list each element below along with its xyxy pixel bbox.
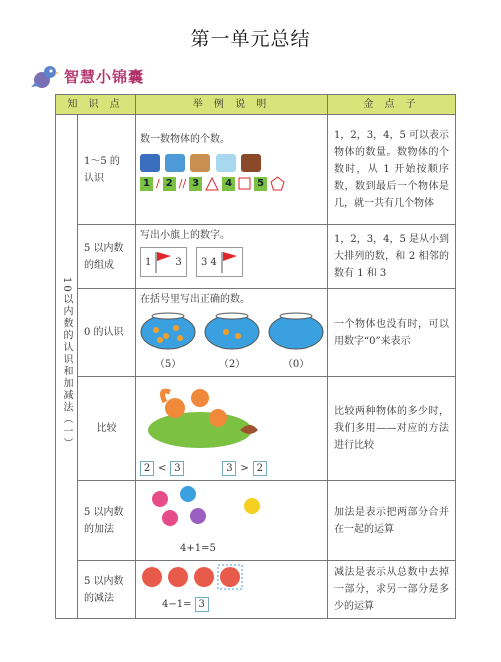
compare-sign: > (240, 463, 249, 474)
example-cell (136, 289, 328, 377)
hippo-icon (165, 154, 185, 172)
flag-number: 3 (175, 256, 182, 268)
number-box: 2 (163, 177, 176, 191)
fishbowl-icon (268, 310, 324, 350)
example-cell (136, 377, 328, 481)
table-row (56, 289, 456, 377)
flag-number: 3 (200, 256, 208, 268)
stroke-mark: / (156, 177, 160, 190)
fishbowl-row (140, 310, 323, 373)
example-text: 数一数物体的个数。 (140, 134, 231, 145)
topic-cell: 5 以内数的组成 (78, 225, 136, 289)
page-title: 第一单元总结 (190, 28, 311, 50)
comparison-row (140, 460, 323, 477)
animal-tiles (140, 154, 323, 172)
section-header (30, 62, 144, 90)
bowl-label: （0） (282, 359, 310, 370)
column-header-example: 举 例 说 明 (136, 95, 328, 115)
compare-sign: < (158, 463, 167, 474)
topic-cell: 0 的认识 (78, 289, 136, 377)
pentagon-icon (270, 176, 285, 191)
column-header-tip: 金 点 子 (328, 95, 456, 115)
bear-icon (241, 154, 261, 172)
cloud-icon (216, 154, 236, 172)
number-box: 4 (222, 177, 235, 191)
topic-cell: 比较 (78, 377, 136, 481)
flowers-illustration (140, 564, 270, 590)
table-header-row (56, 95, 456, 115)
flag-group (140, 247, 187, 277)
flag-group (196, 247, 243, 277)
topic-cell: 1～5 的认识 (78, 115, 136, 225)
bird-mascot-icon (30, 62, 60, 90)
example-cell (136, 481, 328, 561)
compare-number: 2 (253, 461, 267, 476)
tip-cell: 加法是表示把两部分合并在一起的运算 (328, 481, 456, 561)
flag-groups (140, 247, 323, 277)
compare-number: 3 (222, 461, 236, 476)
equation-prefix: 4−1= (162, 599, 192, 610)
tip-cell: 1，2，3，4，5 是从小到大排列的数，和 2 相邻的数有 1 和 3 (328, 225, 456, 289)
fishbowl (268, 310, 324, 373)
equation-answer: 3 (195, 597, 209, 612)
compare-number: 3 (170, 461, 184, 476)
birds-illustration (140, 484, 270, 534)
number-box: 3 (189, 177, 202, 191)
topic-cell: 5 以内数的加法 (78, 481, 136, 561)
addition-equation: 4+1=5 (180, 543, 216, 554)
topic-cell: 5 以内数的减法 (78, 561, 136, 619)
side-label: 10以内数的认识和加减法（一） (61, 277, 72, 450)
number-box: 1 (140, 177, 153, 191)
elephant-icon (140, 154, 160, 172)
table-row (56, 225, 456, 289)
tip-cell: 一个物体也没有时，可以用数字“0”来表示 (328, 289, 456, 377)
fishbowl-icon (204, 310, 260, 350)
example-text: 在括号里写出正确的数。 (140, 294, 251, 305)
fishbowl-icon (140, 310, 196, 350)
example-cell (136, 561, 328, 619)
square-icon (238, 177, 251, 190)
triangle-icon (205, 177, 219, 191)
table-row (56, 561, 456, 619)
section-label: 智慧小锦囊 (64, 67, 145, 86)
squirrels-illustration (140, 380, 320, 452)
bowl-label: （5） (154, 359, 182, 370)
example-cell (136, 225, 328, 289)
column-header-topic: 知 识 点 (56, 95, 136, 115)
compare-number: 2 (140, 461, 154, 476)
flag-number: 4 (210, 256, 217, 268)
stroke-mark: // (178, 177, 187, 190)
fishbowl (204, 310, 260, 373)
example-cell (136, 115, 328, 225)
summary-table (55, 94, 456, 619)
table-row (56, 115, 456, 225)
tip-cell: 1，2，3，4，5 可以表示物体的数量。数物体的个数时，从 1 开始按顺序数，数到最后一个物体是几，就一共有几个物体 (328, 115, 456, 225)
number-row (140, 175, 323, 192)
bowl-label: （2） (218, 359, 246, 370)
fishbowl (140, 310, 196, 373)
red-flag-icon (154, 250, 172, 274)
example-text: 写出小旗上的数字。 (140, 230, 231, 241)
deer-icon (190, 154, 210, 172)
side-label-cell (56, 115, 78, 619)
table-row (56, 377, 456, 481)
flag-number: 1 (145, 256, 152, 268)
tip-cell: 比较两种物体的多少时，我们多用——对应的方法进行比较 (328, 377, 456, 481)
number-box: 5 (254, 177, 267, 191)
table-row (56, 481, 456, 561)
tip-cell: 减法是表示从总数中去掉一部分，求另一部分是多少的运算 (328, 561, 456, 619)
subtraction-equation (140, 596, 323, 613)
red-flag-icon (220, 250, 238, 274)
